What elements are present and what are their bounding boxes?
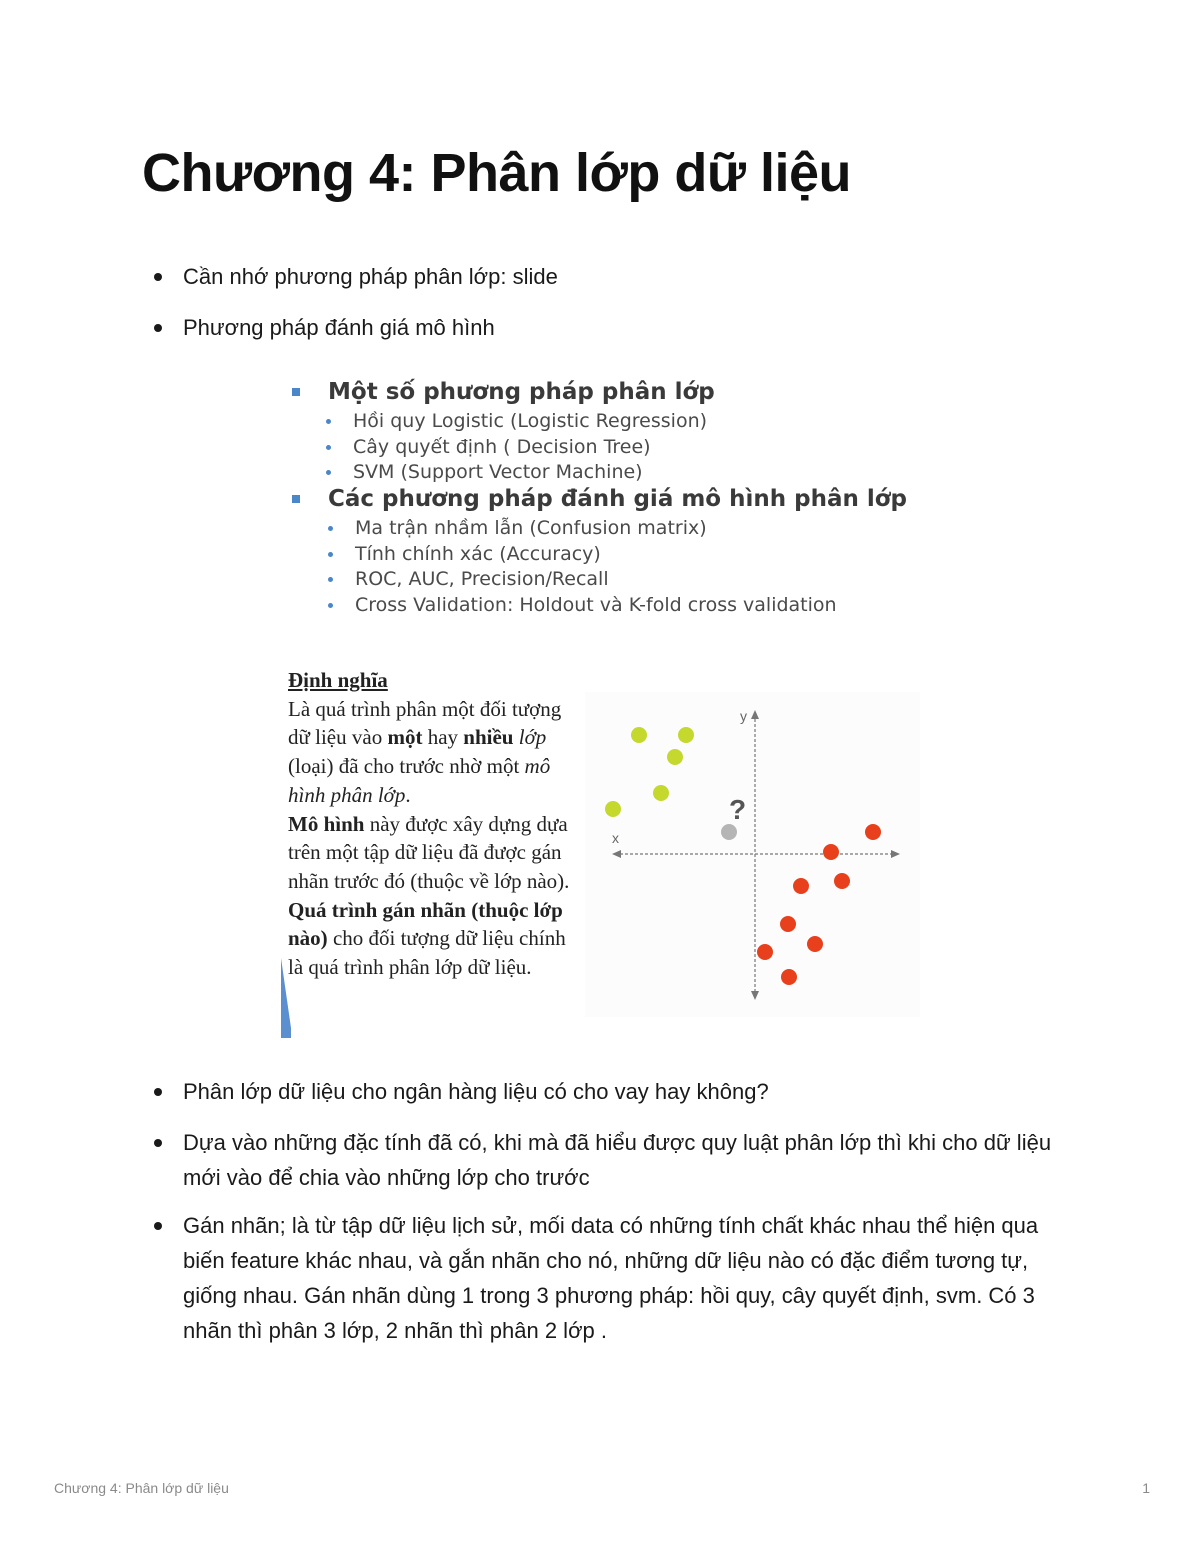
definition-text: (loại) đã cho trước nhờ một xyxy=(288,754,525,779)
plot-point xyxy=(793,878,809,894)
list-item-text: Phương pháp đánh giá mô hình xyxy=(183,315,495,340)
footer-page-number: 1 xyxy=(1142,1480,1150,1496)
slide-item xyxy=(353,436,651,458)
dot-bullet-icon xyxy=(326,419,331,424)
plot-point xyxy=(757,944,773,960)
bullet-icon xyxy=(154,273,162,281)
question-mark-label: ? xyxy=(729,794,747,825)
square-bullet-icon xyxy=(292,388,300,396)
definition-text: này được xây dựng dựa trên một tập dữ liệu đã được gán nhãn trước đó (thuộc về lớp nào). xyxy=(288,811,570,893)
dot-bullet-icon xyxy=(328,603,333,608)
page-title: Chương 4: Phân lớp dữ liệu xyxy=(142,143,851,203)
definition-bold: Quá trình gán nhãn (thuộc lớp nào) xyxy=(288,897,563,951)
slide-image xyxy=(285,375,908,625)
slide-item xyxy=(355,517,707,539)
list-item-text: Gán nhãn; là từ tập dữ liệu lịch sử, mối data có những tính chất khác nhau thể hiện qua biến feature khác nhau, và gắn nhãn cho nó, những dữ liệu nào có đặc điểm tương tự, giống nhau. Gán nhãn dùng 1 trong 3 phương pháp: hồi quy, cây quyết định, svm. Có 3 nhãn thì phân 3 lớp, 2 nhãn thì phân 2 lớp . xyxy=(183,1213,1039,1343)
slide-item xyxy=(355,594,837,616)
definition-paragraph xyxy=(288,810,578,896)
slide-item-text: Tính chính xác (Accuracy) xyxy=(355,543,601,565)
plot-point xyxy=(780,916,796,932)
list-item xyxy=(183,1125,1053,1195)
list-item-text: Phân lớp dữ liệu cho ngân hàng liệu có cho vay hay không? xyxy=(183,1079,769,1104)
definition-text: hay xyxy=(422,725,464,750)
definition-bold: Mô hình xyxy=(288,811,365,836)
y-axis-label: y xyxy=(740,708,747,724)
definition-bold: một xyxy=(387,725,423,750)
definition-block xyxy=(288,666,578,982)
list-item-text: Dựa vào những đặc tính đã có, khi mà đã hiểu được quy luật phân lớp thì khi cho dữ liệu mới vào để chia vào những lớp cho trước xyxy=(183,1130,1052,1190)
definition-bold: nhiều xyxy=(463,725,514,750)
plot-point xyxy=(823,844,839,860)
definition-paragraph xyxy=(288,695,578,810)
x-axis-label: x xyxy=(612,830,619,846)
plot-point xyxy=(667,749,683,765)
definition-italic: lớp xyxy=(518,725,547,750)
list-item xyxy=(183,259,1053,294)
square-bullet-icon xyxy=(292,495,300,503)
list-item xyxy=(183,310,1053,345)
slide-item-text: SVM (Support Vector Machine) xyxy=(353,461,643,483)
list-item xyxy=(183,1074,1053,1109)
bullet-icon xyxy=(154,1139,162,1147)
dot-bullet-icon xyxy=(328,552,333,557)
slide-item xyxy=(353,461,643,483)
slide-item-text: ROC, AUC, Precision/Recall xyxy=(355,568,609,590)
dot-bullet-icon xyxy=(328,526,333,531)
list-item xyxy=(183,1208,1053,1348)
list-item-text: Cần nhớ phương pháp phân lớp: slide xyxy=(183,264,558,289)
plot-point xyxy=(807,936,823,952)
plot-point xyxy=(781,969,797,985)
plot-point xyxy=(631,727,647,743)
slide-item-text: Hồi quy Logistic (Logistic Regression) xyxy=(353,410,708,432)
plot-point xyxy=(678,727,694,743)
plot-point xyxy=(653,785,669,801)
slide-heading xyxy=(328,379,715,405)
slide-item xyxy=(353,410,707,432)
definition-text: cho đối tượng dữ liệu chính là quá trình phân lớp dữ liệu. xyxy=(288,926,566,980)
scatter-illustration xyxy=(585,692,920,1017)
dot-bullet-icon xyxy=(326,470,331,475)
plot-point xyxy=(721,824,737,840)
dot-bullet-icon xyxy=(328,577,333,582)
bullet-icon xyxy=(154,1088,162,1096)
blue-marker-shape xyxy=(279,958,291,1038)
slide-heading-text: Một số phương pháp phân lớp xyxy=(328,379,715,405)
slide-item-text: Cây quyết định ( Decision Tree) xyxy=(353,436,651,458)
footer-doc-title: Chương 4: Phân lớp dữ liệu xyxy=(54,1480,229,1496)
definition-paragraph xyxy=(288,896,578,982)
slide-item xyxy=(355,568,609,590)
slide-heading xyxy=(328,486,907,512)
slide-item-text: Ma trận nhầm lẫn (Confusion matrix) xyxy=(355,517,707,539)
slide-item-text: Cross Validation: Holdout và K-fold cross validation xyxy=(355,594,837,616)
bullet-icon xyxy=(154,1222,162,1230)
bullet-icon xyxy=(154,324,162,332)
plot-point xyxy=(834,873,850,889)
dot-bullet-icon xyxy=(326,445,331,450)
definition-text: Là quá trình phân một đối tượng dữ liệu vào xyxy=(288,696,562,750)
definition-text: . xyxy=(405,782,411,807)
plot-point xyxy=(865,824,881,840)
definition-italic: mô hình phân lớp xyxy=(288,754,551,807)
slide-item xyxy=(355,543,601,565)
plot-point xyxy=(605,801,621,817)
definition-heading: Định nghĩa xyxy=(288,668,388,692)
slide-heading-text: Các phương pháp đánh giá mô hình phân lớp xyxy=(328,486,908,512)
